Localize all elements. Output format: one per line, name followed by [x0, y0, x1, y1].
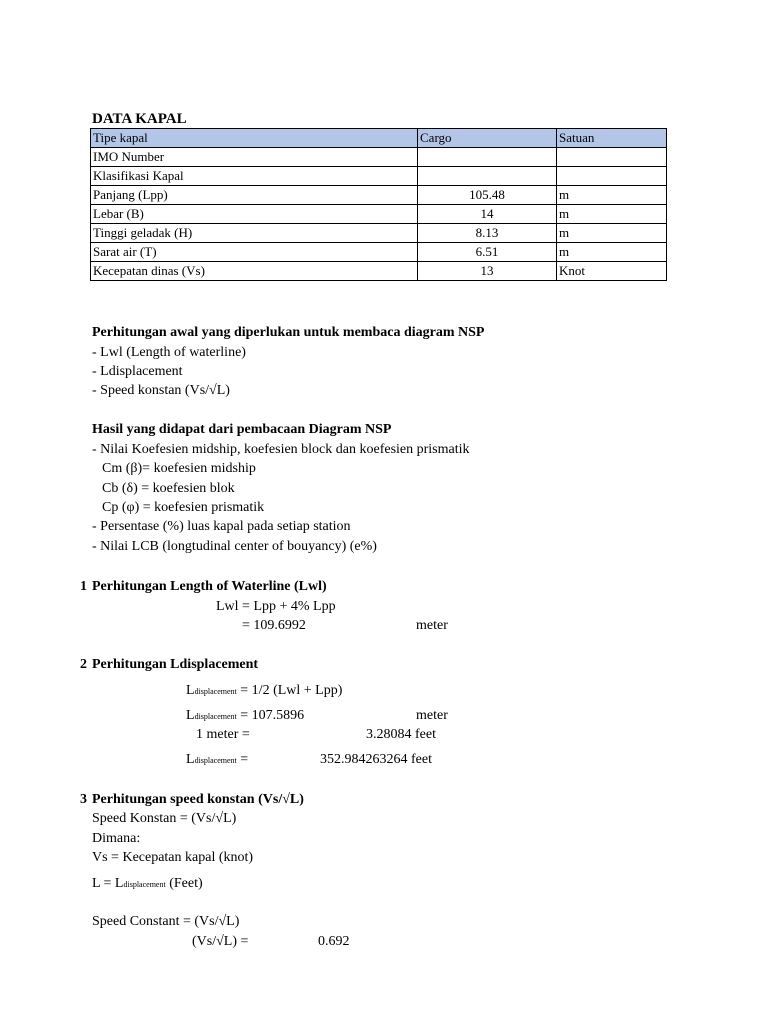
ldisp-symbol: L	[186, 708, 195, 723]
section-2-heading: Perhitungan Ldisplacement	[92, 657, 259, 672]
hasil-item: Cp (φ) = koefesien prismatik	[102, 500, 265, 515]
conversion-value: 3.28084 feet	[366, 727, 436, 742]
table-cell: Klasifikasi Kapal	[91, 167, 418, 186]
speed-konstan-line: Speed Konstan = (Vs/√L)	[92, 811, 237, 826]
table-cell: m	[557, 243, 667, 262]
table-cell: Kecepatan dinas (Vs)	[91, 262, 418, 281]
table-cell: Lebar (B)	[91, 205, 418, 224]
l-definition-b: (Feet)	[165, 876, 203, 891]
table-row	[91, 262, 667, 281]
table-cell	[418, 148, 557, 167]
ldisp-formula-line	[186, 682, 342, 701]
table-row	[91, 148, 667, 167]
ldisp-unit: meter	[416, 708, 448, 723]
l-definition-subscript: displacement	[123, 880, 166, 889]
table-cell: m	[557, 205, 667, 224]
table-row	[91, 186, 667, 205]
table-cell: Sarat air (T)	[91, 243, 418, 262]
table-cell	[418, 167, 557, 186]
vs-sqrt-l-label: (Vs/√L) =	[192, 934, 249, 949]
table-cell: Knot	[557, 262, 667, 281]
l-definition	[92, 875, 203, 894]
ldisp-subscript: displacement	[194, 712, 237, 721]
header-cell: Cargo	[418, 129, 557, 148]
lwl-unit: meter	[416, 618, 448, 633]
hasil-item: - Nilai LCB (longtudinal center of bouyancy) (e%)	[92, 539, 377, 554]
dimana-line: Dimana:	[92, 831, 141, 846]
table-row	[91, 243, 667, 262]
data-kapal-table	[90, 128, 667, 281]
ldisp-subscript: displacement	[194, 687, 237, 696]
awal-item: - Ldisplacement	[92, 364, 183, 379]
vs-definition: Vs = Kecepatan kapal (knot)	[92, 850, 254, 865]
ldisp-feet-value: 352.984263264 feet	[320, 752, 432, 767]
section-3-number: 3	[80, 792, 87, 807]
hasil-item: Cb (δ) = koefesien blok	[102, 481, 235, 496]
conversion-label: 1 meter =	[196, 727, 250, 742]
table-row	[91, 205, 667, 224]
vs-sqrt-l-value: 0.692	[318, 934, 350, 949]
table-cell: m	[557, 186, 667, 205]
ldisp-feet-label: =	[240, 752, 249, 767]
table-cell	[557, 148, 667, 167]
table-cell: 14	[418, 205, 557, 224]
data-kapal-title: DATA KAPAL	[92, 111, 187, 127]
ldisp-result: = 107.5896	[240, 708, 305, 723]
table-cell: m	[557, 224, 667, 243]
section-1-heading: Perhitungan Length of Waterline (Lwl)	[92, 579, 327, 594]
table-row	[91, 224, 667, 243]
ldisp-symbol: L	[186, 752, 195, 767]
table-cell: IMO Number	[91, 148, 418, 167]
table-cell: 13	[418, 262, 557, 281]
table-cell: 6.51	[418, 243, 557, 262]
ldisp-feet-line	[186, 751, 248, 770]
lwl-result: = 109.6992	[242, 618, 306, 633]
table-header-row	[91, 129, 667, 148]
table-cell	[557, 167, 667, 186]
section-1-number: 1	[80, 579, 87, 594]
awal-item: - Lwl (Length of waterline)	[92, 345, 246, 360]
speed-constant-line: Speed Constant = (Vs/√L)	[92, 914, 240, 929]
ldisp-result-line	[186, 707, 304, 726]
hasil-item: Cm (β)= koefesien midship	[102, 461, 256, 476]
table-cell: Panjang (Lpp)	[91, 186, 418, 205]
table-cell: 105.48	[418, 186, 557, 205]
ldisp-formula: = 1/2 (Lwl + Lpp)	[240, 683, 343, 698]
hasil-item: - Persentase (%) luas kapal pada setiap station	[92, 519, 351, 534]
section-2-number: 2	[80, 657, 87, 672]
hasil-heading: Hasil yang didapat dari pembacaan Diagram NSP	[92, 422, 392, 437]
ldisp-symbol: L	[186, 683, 195, 698]
section-3-heading: Perhitungan speed konstan (Vs/√L)	[92, 792, 304, 807]
ldisp-subscript: displacement	[194, 756, 237, 765]
header-cell: Tipe kapal	[91, 129, 418, 148]
lwl-formula: Lwl = Lpp + 4% Lpp	[216, 599, 336, 614]
table-cell: Tinggi geladak (H)	[91, 224, 418, 243]
l-definition-a: L = L	[92, 876, 124, 891]
awal-heading: Perhitungan awal yang diperlukan untuk membaca diagram NSP	[92, 325, 485, 340]
table-cell: 8.13	[418, 224, 557, 243]
awal-item: - Speed konstan (Vs/√L)	[92, 383, 230, 398]
table-row	[91, 167, 667, 186]
hasil-item: - Nilai Koefesien midship, koefesien block dan koefesien prismatik	[92, 442, 470, 457]
header-cell: Satuan	[557, 129, 667, 148]
